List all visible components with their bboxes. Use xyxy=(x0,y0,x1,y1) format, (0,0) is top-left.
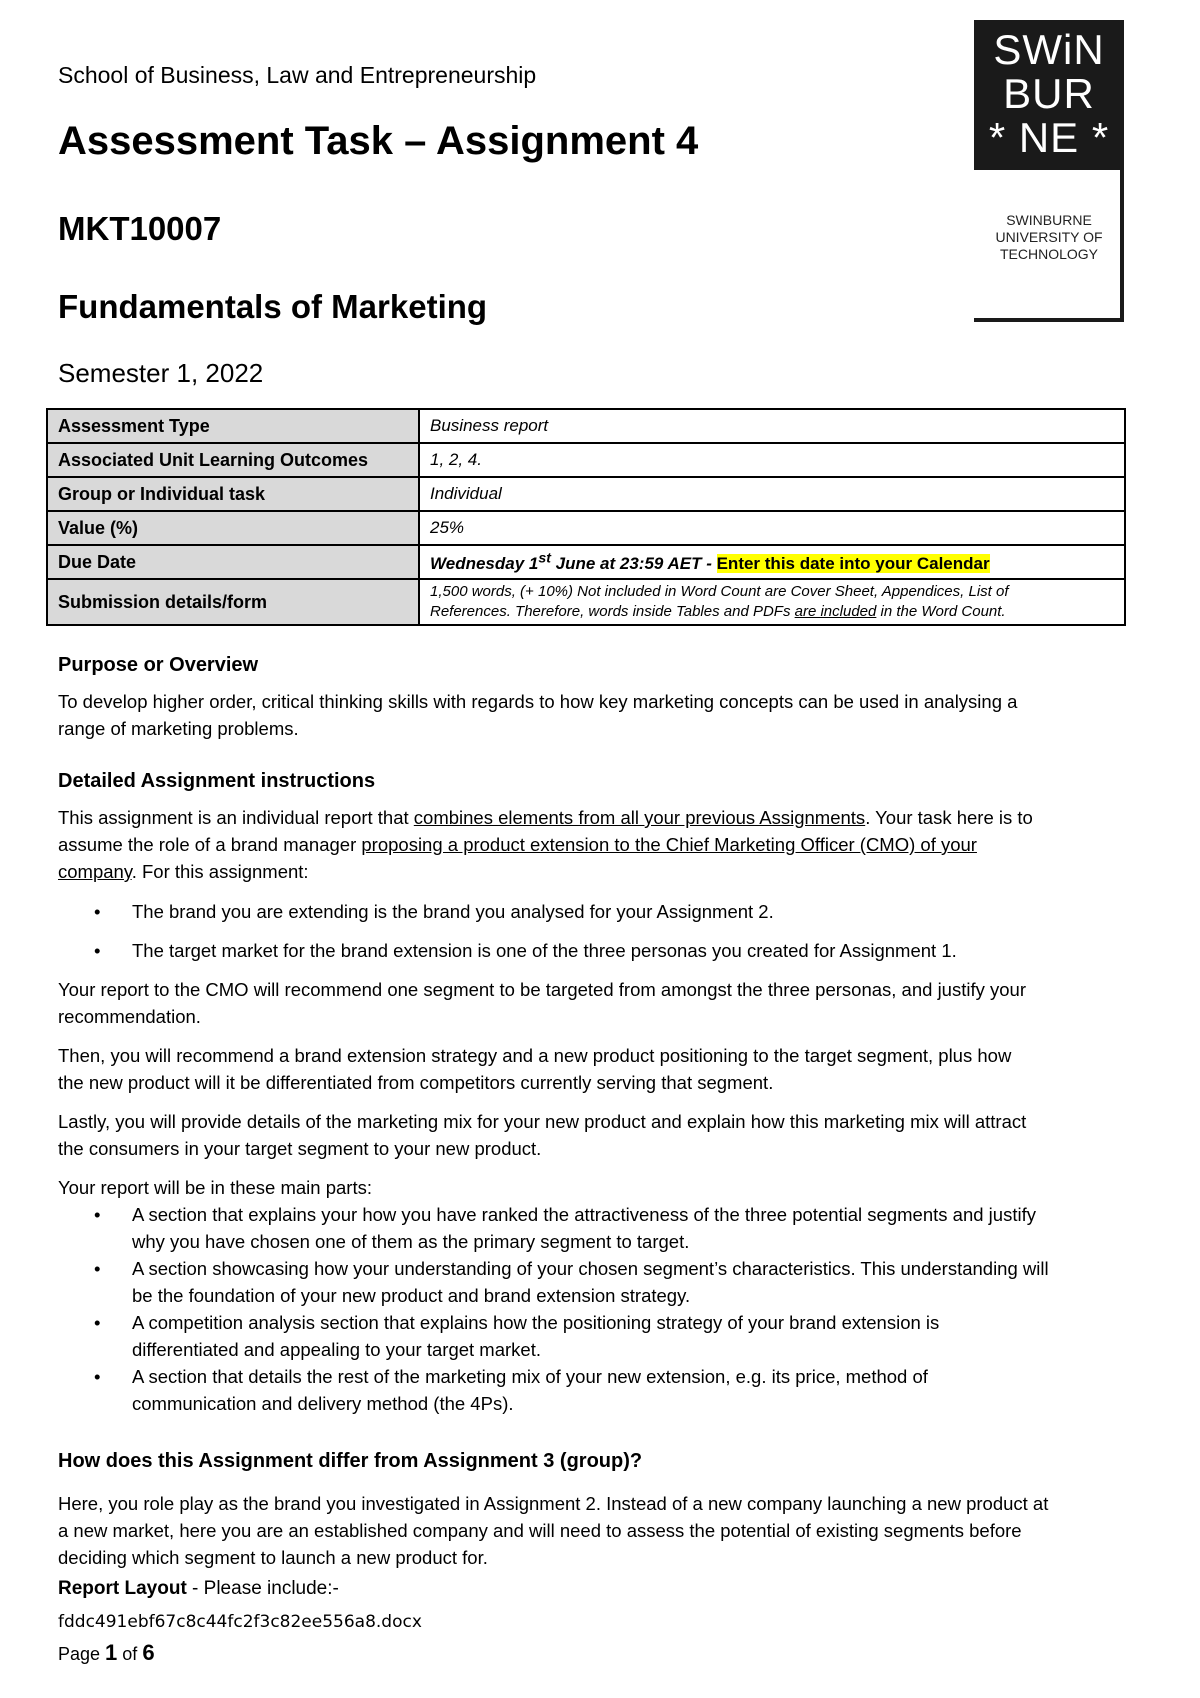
page-of: of xyxy=(117,1644,143,1664)
row-label: Value (%) xyxy=(47,511,419,545)
semester: Semester 1, 2022 xyxy=(58,358,264,388)
report-layout-heading xyxy=(58,1576,339,1602)
logo-divider xyxy=(1120,170,1124,322)
submission-line: in the Word Count. xyxy=(876,603,1006,620)
row-label: Associated Unit Learning Outcomes xyxy=(47,443,419,477)
row-value: Individual xyxy=(419,477,1125,511)
row-value: 25% xyxy=(419,511,1125,545)
text-line: A section that details the rest of the marketing mix of your new extension, e.g. its price, method of xyxy=(132,1366,928,1387)
logo-caption-line: UNIVERSITY OF xyxy=(995,229,1103,245)
text-line: A competition analysis section that explains how the positioning strategy of your brand extension is xyxy=(132,1312,940,1333)
text-line: differentiated and appealing to your target market. xyxy=(132,1339,541,1360)
unit-name: Fundamentals of Marketing xyxy=(58,288,488,325)
paragraph xyxy=(58,1042,1148,1096)
list-item xyxy=(58,1363,1148,1417)
list-item xyxy=(58,1201,1148,1255)
page-title: Assessment Task – Assignment 4 xyxy=(58,119,699,163)
row-label: Assessment Type xyxy=(47,409,419,443)
table-row xyxy=(47,409,1125,443)
page-number xyxy=(58,1640,155,1667)
due-date-text: Wednesday 1 xyxy=(430,553,539,573)
text-line: a new market, here you are an established company and will need to assess the potential of existing segments before xyxy=(58,1520,1022,1541)
due-date-value xyxy=(419,545,1125,579)
text-line: the new product will it be differentiated from competitors currently serving that segment. xyxy=(58,1072,774,1093)
submission-line: References. Therefore, words inside Tables and PDFs xyxy=(430,603,795,620)
table-row xyxy=(47,443,1125,477)
text-line: Lastly, you will provide details of the marketing mix for your new product and explain how this marketing mix will attract xyxy=(58,1111,1027,1132)
logo-divider xyxy=(974,318,1124,322)
due-date-text: June at 23:59 AET - xyxy=(550,553,717,573)
paragraph xyxy=(58,1108,1148,1162)
list-item: • The target market for the brand extension is one of the three personas you created for Assignment 1. xyxy=(58,937,1148,964)
submission-emphasis: are included xyxy=(794,603,877,620)
purpose-text xyxy=(58,688,1148,742)
page-total: 6 xyxy=(142,1640,155,1665)
text-line: why you have chosen one of them as the primary segment to target. xyxy=(132,1231,690,1252)
section-heading: Purpose or Overview xyxy=(58,654,259,676)
text-line: Your report to the CMO will recommend one segment to be targeted from amongst the three personas, and justify your xyxy=(58,979,1026,1000)
assessment-info-table xyxy=(46,408,1126,626)
text-underlined: combines elements from all your previous Assignments xyxy=(413,807,866,828)
text-run: . Your task here is to xyxy=(865,807,1033,828)
paragraph xyxy=(58,1490,1148,1571)
row-label: Group or Individual task xyxy=(47,477,419,511)
text-line: A section showcasing how your understanding of your chosen segment’s characteristics. This understanding will xyxy=(132,1258,1049,1279)
section-heading: Detailed Assignment instructions xyxy=(58,770,376,792)
table-row xyxy=(47,545,1125,579)
submission-line: 1,500 words, (+ 10%) Not included in Word Count are Cover Sheet, Appendices, List of xyxy=(430,583,1009,600)
calendar-reminder: Enter this date into your Calendar xyxy=(716,553,990,573)
instructions-intro xyxy=(58,804,1148,885)
logo-caption-line: SWINBURNE xyxy=(1006,212,1092,228)
row-label: Due Date xyxy=(47,545,419,579)
report-layout-label: Report Layout xyxy=(58,1578,187,1599)
page-word: Page xyxy=(58,1644,106,1664)
bullet-list xyxy=(58,898,1148,964)
text-line: Then, you will recommend a brand extension strategy and a new product positioning to the target segment, plus how xyxy=(58,1045,1012,1066)
section-heading: How does this Assignment differ from Assignment 3 (group)? xyxy=(58,1450,643,1472)
page-current: 1 xyxy=(105,1640,118,1665)
unit-code: MKT10007 xyxy=(58,210,222,247)
table-row xyxy=(47,511,1125,545)
text-line: A section that explains your how you have ranked the attractiveness of the three potential segments and justify xyxy=(132,1204,1036,1225)
text-run: . For this assignment: xyxy=(131,861,309,882)
row-value: 1, 2, 4. xyxy=(419,443,1125,477)
logo-caption-line: TECHNOLOGY xyxy=(999,246,1098,262)
text-line: the consumers in your target segment to your new product. xyxy=(58,1138,542,1159)
text-underlined: company xyxy=(58,861,132,882)
table-row xyxy=(47,477,1125,511)
text-line: be the foundation of your new product and brand extension strategy. xyxy=(132,1285,691,1306)
school-name: School of Business, Law and Entrepreneurship xyxy=(58,62,537,88)
bullet-list xyxy=(58,1201,1148,1417)
paragraph xyxy=(58,976,1148,1030)
due-date-suffix: st xyxy=(538,550,551,567)
logo-mark xyxy=(974,20,1124,170)
text-run: assume the role of a brand manager xyxy=(58,834,362,855)
text-line: Here, you role play as the brand you investigated in Assignment 2. Instead of a new company launching a new product at xyxy=(58,1493,1049,1514)
text-line: recommendation. xyxy=(58,1006,201,1027)
text-line: range of marketing problems. xyxy=(58,718,299,739)
logo-line: BUR xyxy=(1003,70,1095,117)
list-item xyxy=(58,1309,1148,1363)
report-layout-text: - Please include:- xyxy=(186,1578,339,1599)
text-run: This assignment is an individual report that xyxy=(58,807,414,828)
text-line: To develop higher order, critical thinking skills with regards to how key marketing concepts can be used in analysing a xyxy=(58,691,1018,712)
swinburne-logo xyxy=(974,20,1124,322)
text-underlined: proposing a product extension to the Chief Marketing Officer (CMO) of your xyxy=(361,834,977,855)
logo-caption xyxy=(974,212,1124,263)
row-value: Business report xyxy=(419,409,1125,443)
paragraph: Your report will be in these main parts: xyxy=(58,1177,372,1198)
file-name: fddc491ebf67c8c44fc2f3c82ee556a8.docx xyxy=(58,1612,422,1632)
logo-line: * NE * xyxy=(988,114,1110,161)
list-item: • The brand you are extending is the brand you analysed for your Assignment 2. xyxy=(58,898,1148,925)
text-line: deciding which segment to launch a new product for. xyxy=(58,1547,488,1568)
text-line: communication and delivery method (the 4Ps). xyxy=(132,1393,514,1414)
logo-line: SWiN xyxy=(993,26,1105,73)
list-item xyxy=(58,1255,1148,1309)
row-label: Submission details/form xyxy=(47,579,419,625)
table-row xyxy=(47,579,1125,625)
submission-value xyxy=(419,579,1125,625)
